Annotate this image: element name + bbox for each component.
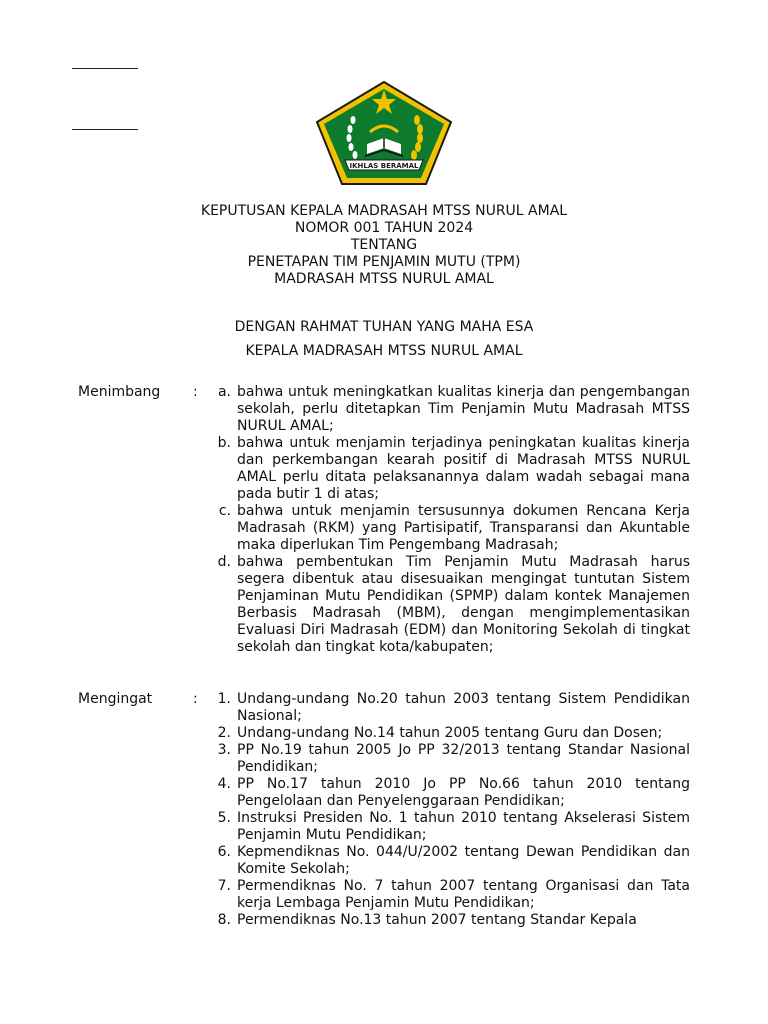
title-line-1: KEPUTUSAN KEPALA MADRASAH MTSS NURUL AMAL [200,203,568,219]
item-marker: 4. [217,776,231,792]
kemenag-emblem-logo [315,80,453,186]
item-marker: 5. [217,810,231,826]
top-rule-1 [72,68,138,69]
mengingat-colon: : [193,691,198,707]
item-text: Undang-undang No.14 tahun 2005 tentang Guru dan Dosen; [237,725,663,741]
item-marker: 1. [217,691,231,707]
item-text: bahwa untuk meningkatkan kualitas kinerja dan pengembangan sekolah, perlu ditetapkan Tim Penjamin Mutu Madrasah MTSS NURUL AMAL; [237,384,690,434]
item-text: PP No.17 tahun 2010 Jo PP No.66 tahun 2010 tentang Pengelolaan dan Penyelenggaraan Pendidikan; [237,776,690,809]
decree-title [0,203,768,288]
title-line-3: TENTANG [350,237,418,253]
item-marker: c. [218,503,231,519]
menimbang-item-b [208,435,690,503]
item-marker: 2. [217,725,231,741]
mengingat-item-4 [208,776,690,810]
item-text: bahwa untuk menjamin terjadinya peningkatan kualitas kinerja dan perkembangan kearah positif di Madrasah MTSS NURUL AMAL perlu ditata pelaksanannya dalam wadah sebagai mana pada butir 1 di atas; [237,435,690,502]
item-text: Permendiknas No. 7 tahun 2007 tentang Organisasi dan Tata kerja Lembaga Penjamin Mutu Pendidikan; [237,878,690,911]
item-marker: 7. [217,878,231,894]
item-text: PP No.19 tahun 2005 Jo PP 32/2013 tentang Standar Nasional Pendidikan; [237,742,690,775]
item-text: Permendiknas No.13 tahun 2007 tentang Standar Kepala [237,912,637,928]
menimbang-item-a [208,384,690,435]
opening-line-2: KEPALA MADRASAH MTSS NURUL AMAL [245,343,523,359]
mengingat-item-7 [208,878,690,912]
menimbang-list [208,384,690,656]
item-text: bahwa untuk menjamin tersusunnya dokumen Rencana Kerja Madrasah (RKM) yang Partisipatif, Transparansi dan Akuntable maka diperlukan Tim Pengembang Madrasah; [237,503,690,553]
menimbang-item-c [208,503,690,554]
item-marker: d. [217,554,231,570]
mengingat-item-5 [208,810,690,844]
mengingat-item-1 [208,691,690,725]
item-text: Kepmendiknas No. 044/U/2002 tentang Dewan Pendidikan dan Komite Sekolah; [237,844,690,877]
item-text: bahwa pembentukan Tim Penjamin Mutu Madrasah harus segera dibentuk atau disesuaikan mengingat tuntutan Sistem Penjaminan Mutu Pendidikan (SPMP) dalam kontek Manajemen Berbasis Madrasah (MBM), dengan mengimplementasikan Evaluasi Diri Madrasah (EDM) dan Monitoring Sekolah di tingkat sekolah dan tingkat kota/kabupaten; [237,554,690,655]
mengingat-item-3 [208,742,690,776]
item-marker: b. [217,435,231,451]
item-marker: 6. [217,844,231,860]
menimbang-colon: : [193,384,198,400]
mengingat-list [208,691,690,929]
menimbang-label: Menimbang [78,384,161,400]
title-line-5: MADRASAH MTSS NURUL AMAL [274,271,494,287]
title-line-2: NOMOR 001 TAHUN 2024 [294,220,474,236]
mengingat-item-2 [208,725,690,742]
item-marker: 3. [217,742,231,758]
item-marker: a. [217,384,231,400]
item-marker: 8. [217,912,231,928]
logo-motto: IKHLAS BERAMAL [349,162,419,170]
top-rule-2 [72,129,138,130]
mengingat-label: Mengingat [78,691,153,707]
mengingat-item-6 [208,844,690,878]
mengingat-item-8 [208,912,690,929]
title-line-4: PENETAPAN TIM PENJAMIN MUTU (TPM) [247,254,521,270]
item-text: Instruksi Presiden No. 1 tahun 2010 tentang Akselerasi Sistem Penjamin Mutu Pendidikan; [237,810,690,843]
opening-line-1: DENGAN RAHMAT TUHAN YANG MAHA ESA [234,319,534,335]
menimbang-item-d [208,554,690,656]
item-text: Undang-undang No.20 tahun 2003 tentang Sistem Pendidikan Nasional; [237,691,690,724]
